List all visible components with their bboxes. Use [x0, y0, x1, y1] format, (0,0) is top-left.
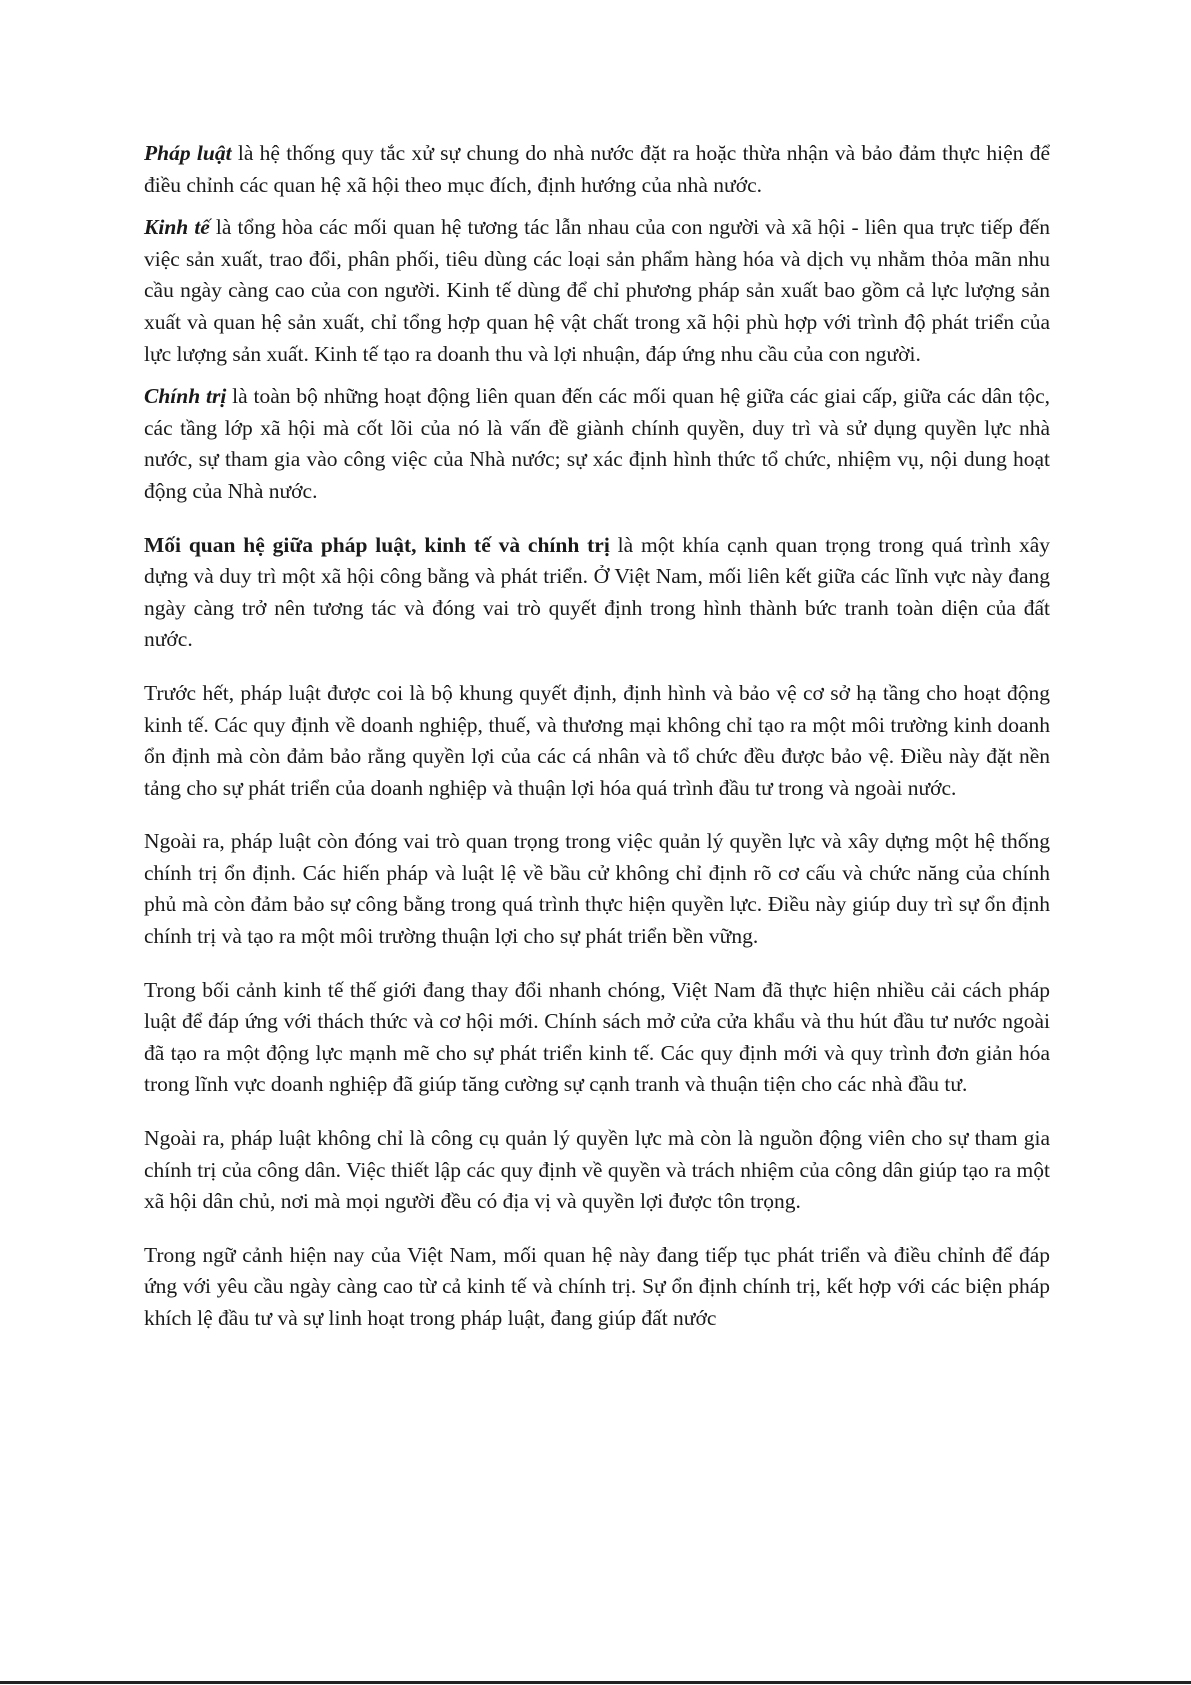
- definition-text: là toàn bộ những hoạt động liên quan đến các mối quan hệ giữa các giai cấp, giữa các dân tộc, các tầng lớp xã hội mà cốt lõi của nó là vấn đề giành chính quyền, duy trì và sử dụng quyền lực nhà nước, sự tham gia vào công việc của Nhà nước; sự xác định hình thức tổ chức, nhiệm vụ, nội dung hoạt động của Nhà nước.: [144, 384, 1051, 503]
- body-paragraph: Ngoài ra, pháp luật không chỉ là công cụ quản lý quyền lực mà còn là nguồn động viên cho sự tham gia chính trị của công dân. Việc thiết lập các quy định về quyền và trách nhiệm của công dân giúp tạo ra một xã hội dân chủ, nơi mà mọi người đều có địa vị và quyền lợi được tôn trọng.: [144, 1126, 1050, 1214]
- body-paragraph: Ngoài ra, pháp luật còn đóng vai trò quan trọng trong việc quản lý quyền lực và xây dựng một hệ thống chính trị ổn định. Các hiến pháp và luật lệ về bầu cử không chỉ định rõ cơ cấu và chức năng của chính phủ mà còn đảm bảo sự công bằng trong quá trình thực hiện quyền lực. Điều này giúp duy trì sự ổn định chính trị và tạo ra một môi trường thuận lợi cho sự phát triển bền vững.: [144, 829, 1050, 949]
- term-chinh-tri: Chính trị: [144, 384, 227, 409]
- definition-text: là hệ thống quy tắc xử sự chung do nhà nước đặt ra hoặc thừa nhận và bảo đảm thực hiện để điều chỉnh các quan hệ xã hội theo mục đích, định hướng của nhà nước.: [144, 141, 1051, 197]
- paragraph-text: là một khía cạnh quan trọng trong quá trình xây dựng và duy trì một xã hội công bằng và phát triển. Ở Việt Nam, mối liên kết giữa các lĩnh vực này đang ngày càng trở nên tương tác và đóng vai trò quyết định trong hình thành bức tranh toàn diện của đất nước.: [144, 532, 1050, 652]
- term-moi-quan-he: Mối quan hệ giữa pháp luật, kinh tế và chính trị: [144, 532, 610, 557]
- definition-text: là tổng hòa các mối quan hệ tương tác lẫn nhau của con người và xã hội - liên qua trực tiếp đến việc sản xuất, trao đổi, phân phối, tiêu dùng các loại sản phẩm hàng hóa và dịch vụ nhằm thỏa mãn nhu cầu ngày càng cao của con người. Kinh tế dùng để chỉ phương pháp sản xuất bao gồm cả lực lượng sản xuất và quan hệ sản xuất, chỉ tổng hợp quan hệ vật chất trong xã hội phù hợp với trình độ phát triển của lực lượng sản xuất. Kinh tế tạo ra doanh thu và lợi nhuận, đáp ứng nhu cầu của con người.: [144, 215, 1050, 366]
- body-paragraph: Trong ngữ cảnh hiện nay của Việt Nam, mối quan hệ này đang tiếp tục phát triển và điều chỉnh để đáp ứng với yêu cầu ngày càng cao từ cả kinh tế và chính trị. Sự ổn định chính trị, kết hợp với các biện pháp khích lệ đầu tư và sự linh hoạt trong pháp luật, đang giúp đất nước: [144, 1242, 1050, 1330]
- document-page: [144, 138, 1050, 1346]
- page-bottom-divider: [0, 1681, 1191, 1684]
- definition-chinh-tri: [144, 381, 1050, 507]
- relationship-intro-paragraph: [144, 530, 1050, 656]
- body-paragraph: Trước hết, pháp luật được coi là bộ khung quyết định, định hình và bảo vệ cơ sở hạ tầng cho hoạt động kinh tế. Các quy định về doanh nghiệp, thuế, và thương mại không chỉ tạo ra một môi trường kinh doanh ổn định mà còn đảm bảo rằng quyền lợi của các cá nhân và tổ chức đều được bảo vệ. Điều này đặt nền tảng cho sự phát triển của doanh nghiệp và thuận lợi hóa quá trình đầu tư trong và ngoài nước.: [144, 680, 1050, 800]
- definition-phap-luat: [144, 138, 1050, 201]
- definition-kinh-te: [144, 212, 1050, 370]
- body-paragraph: Trong bối cảnh kinh tế thế giới đang thay đổi nhanh chóng, Việt Nam đã thực hiện nhiều cải cách pháp luật để đáp ứng với thách thức và cơ hội mới. Chính sách mở cửa cửa khẩu và thu hút đầu tư nước ngoài đã tạo ra một động lực mạnh mẽ cho sự phát triển kinh tế. Các quy định mới và quy trình đơn giản hóa trong lĩnh vực doanh nghiệp đã giúp tăng cường sự cạnh tranh và thuận tiện cho các nhà đầu tư.: [144, 977, 1050, 1097]
- term-phap-luat: Pháp luật: [144, 141, 232, 165]
- term-kinh-te: Kinh tế: [144, 215, 210, 240]
